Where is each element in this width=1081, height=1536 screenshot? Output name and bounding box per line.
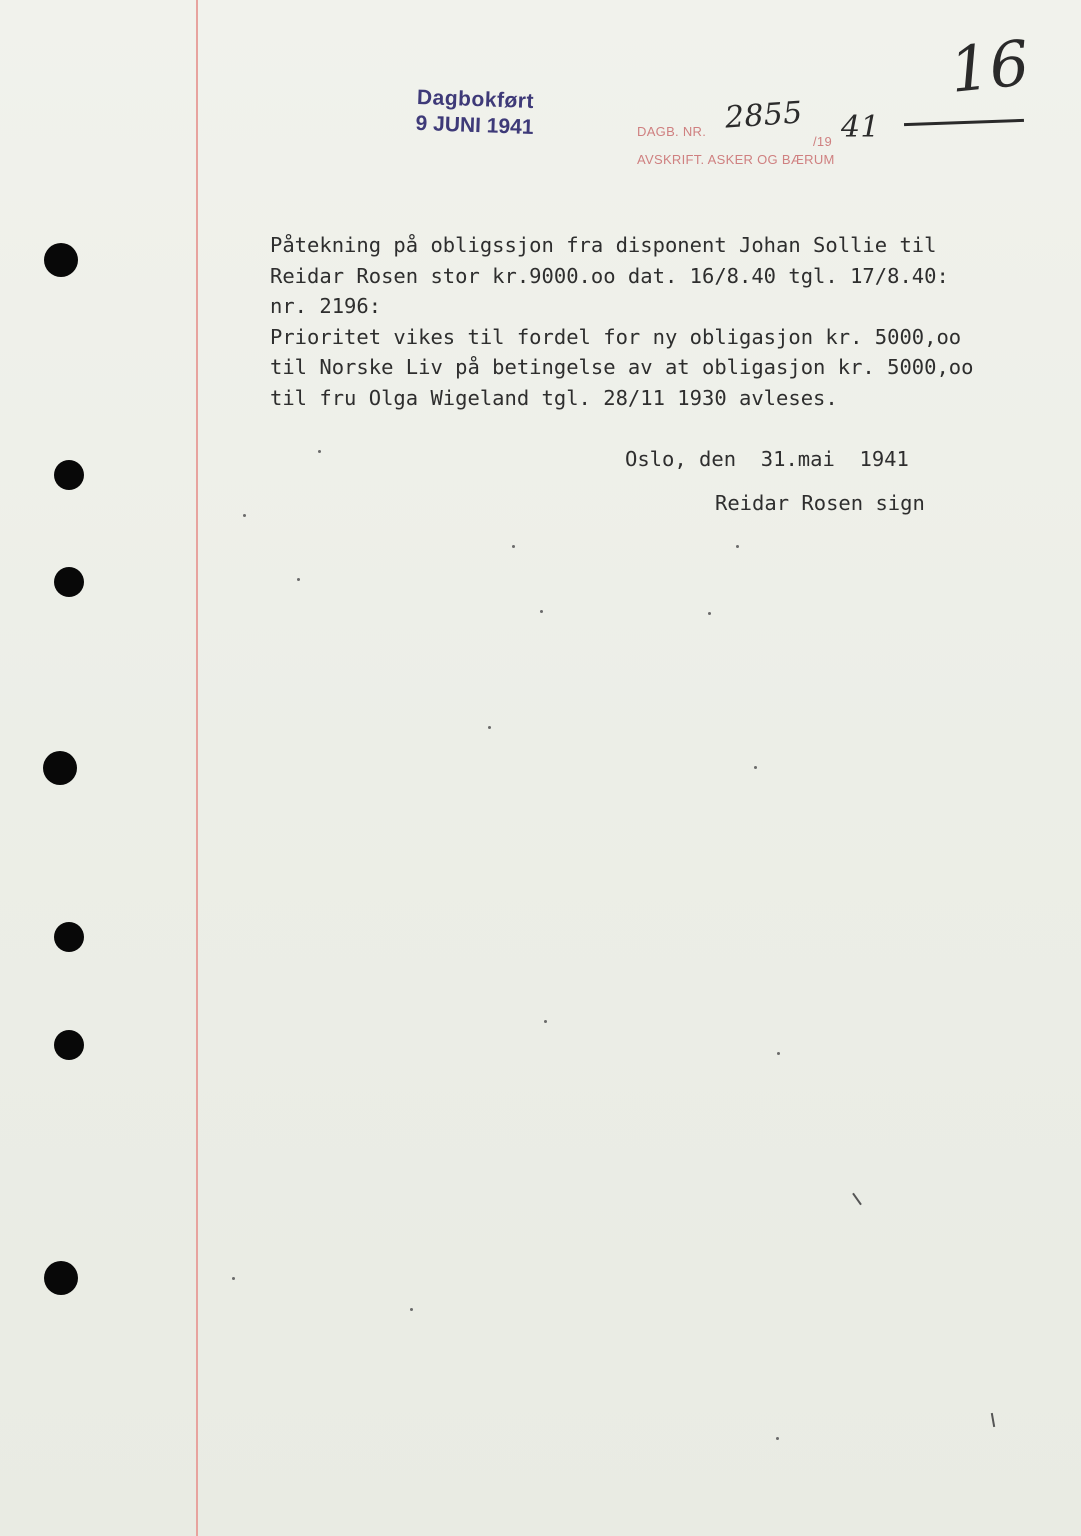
- punch-hole: [54, 460, 84, 490]
- punch-hole: [54, 1030, 84, 1060]
- avskrift-label: AVSKRIFT. ASKER OG BÆRUM: [637, 152, 835, 167]
- paper-speck: [777, 1052, 780, 1055]
- dagb-nr-value: 2855: [723, 95, 804, 136]
- body-line: nr. 2196:: [270, 294, 382, 319]
- paper-speck: [512, 545, 515, 548]
- paper-speck: [488, 726, 491, 729]
- body-line: Påtekning på obligssjon fra disponent Johan Sollie til: [270, 233, 937, 257]
- folio-number: 16: [946, 26, 1033, 107]
- margin-rule: [196, 0, 198, 1536]
- paper-speck: [410, 1308, 413, 1311]
- body-line: til fru Olga Wigeland tgl. 28/11 1930 avleses.: [270, 385, 838, 410]
- paper-speck: [243, 514, 246, 517]
- body-line: Reidar Rosen stor kr.9000.oo dat. 16/8.40 tgl. 17/8.40:: [270, 263, 949, 288]
- body-line: Prioritet vikes til fordel for ny obligasjon kr. 5000,oo: [270, 324, 962, 349]
- year-value: 41: [841, 110, 880, 145]
- paper-speck: [544, 1020, 547, 1023]
- dagbokfort-date: 9 JUNI 1941: [415, 111, 534, 140]
- dagb-nr-label: DAGB. NR.: [637, 124, 707, 139]
- year-prefix: /19: [813, 134, 832, 149]
- paper-speck: [540, 610, 543, 613]
- punch-hole: [54, 922, 84, 952]
- paper-speck: [232, 1277, 235, 1280]
- place-date: Oslo, den 31.mai 1941: [625, 447, 909, 471]
- dagbokfort-label: Dagbokført: [416, 85, 535, 114]
- paper-speck: [318, 450, 321, 453]
- body-line: til Norske Liv på betingelse av at obligasjon kr. 5000,oo: [270, 355, 974, 380]
- paper-speck: [297, 578, 300, 581]
- punch-hole: [54, 567, 84, 597]
- punch-hole: [44, 243, 78, 277]
- paper-speck: [736, 545, 739, 548]
- signature: Reidar Rosen sign: [715, 491, 925, 515]
- paper-speck: [708, 612, 711, 615]
- paper-speck: [776, 1437, 779, 1440]
- punch-hole: [43, 751, 77, 785]
- body-text: [270, 230, 974, 414]
- pen-mark: [852, 1193, 862, 1206]
- punch-hole: [44, 1261, 78, 1295]
- registry-stamp: [637, 95, 927, 167]
- paper-speck: [754, 766, 757, 769]
- dagbokfort-stamp: [399, 85, 551, 140]
- pen-mark: [991, 1413, 995, 1427]
